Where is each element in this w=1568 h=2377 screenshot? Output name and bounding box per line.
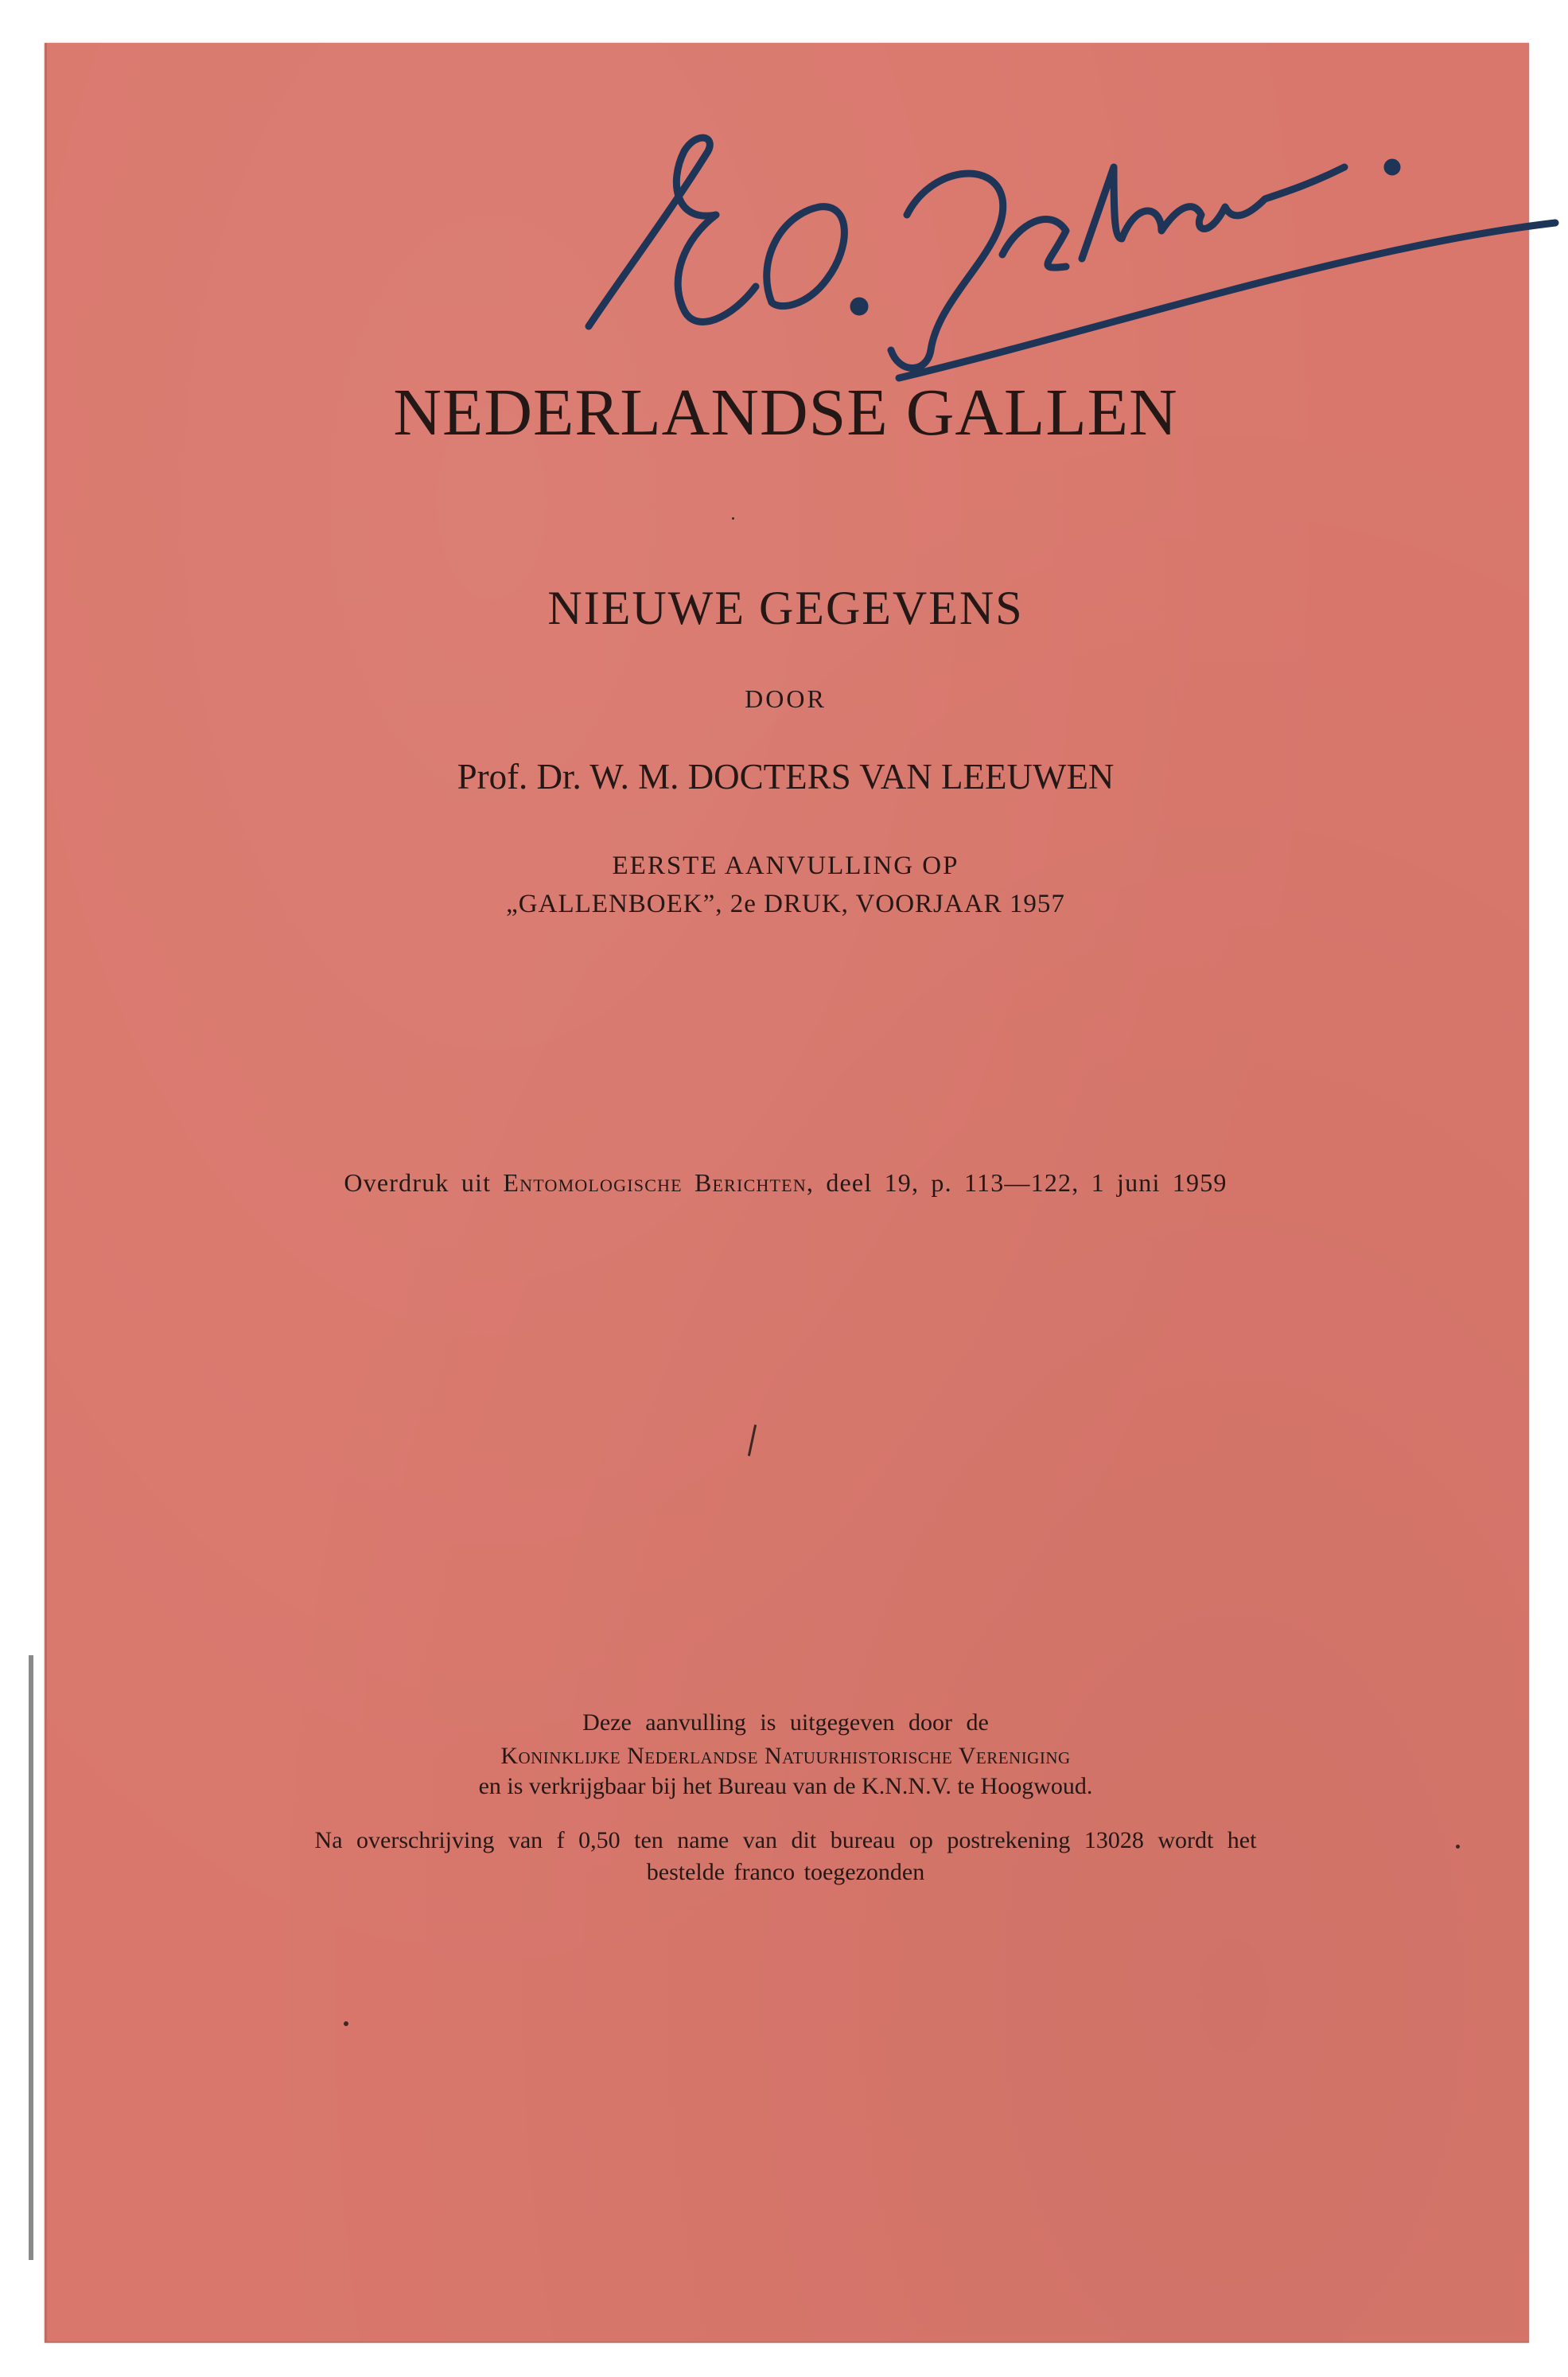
supplement-line-1: EERSTE AANVULLING OP: [612, 851, 959, 880]
publisher-line-2: Koninklijke Nederlandse Natuurhistorische Vereniging: [500, 1743, 1071, 1769]
journal-name: Entomologische Berichten,: [503, 1168, 815, 1197]
reprint-prefix: Overdruk uit: [344, 1168, 492, 1197]
handwritten-signature: [557, 119, 1559, 382]
paper-speck: [344, 2021, 348, 2026]
paper-speck: [1456, 1845, 1460, 1849]
paper-speck: [732, 517, 734, 520]
reprint-notice: [45, 1168, 1527, 1198]
document-subtitle: NIEUWE GEGEVENS: [547, 582, 1024, 634]
price-line-2: bestelde franco toegezonden: [646, 1859, 925, 1885]
document-title: NEDERLANDSE GALLEN: [393, 376, 1178, 450]
by-label: DOOR: [745, 684, 827, 713]
reprint-details: deel 19, p. 113—122, 1 juni 1959: [826, 1168, 1228, 1197]
price-line-1: Na overschrijving van f 0,50 ten name van dit bureau op postrekening 13028 wordt het: [314, 1827, 1257, 1853]
spine-shadow: [29, 1655, 33, 2260]
publisher-line-3: en is verkrijgbaar bij het Bureau van de K.N.N.V. te Hoogwoud.: [478, 1773, 1093, 1799]
supplement-line-2: „GALLENBOEK”, 2e DRUK, VOORJAAR 1957: [506, 890, 1065, 918]
publisher-line-1: Deze aanvulling is uitgegeven door de: [582, 1709, 989, 1736]
author-name: Prof. Dr. W. M. DOCTERS VAN LEEUWEN: [457, 757, 1115, 797]
